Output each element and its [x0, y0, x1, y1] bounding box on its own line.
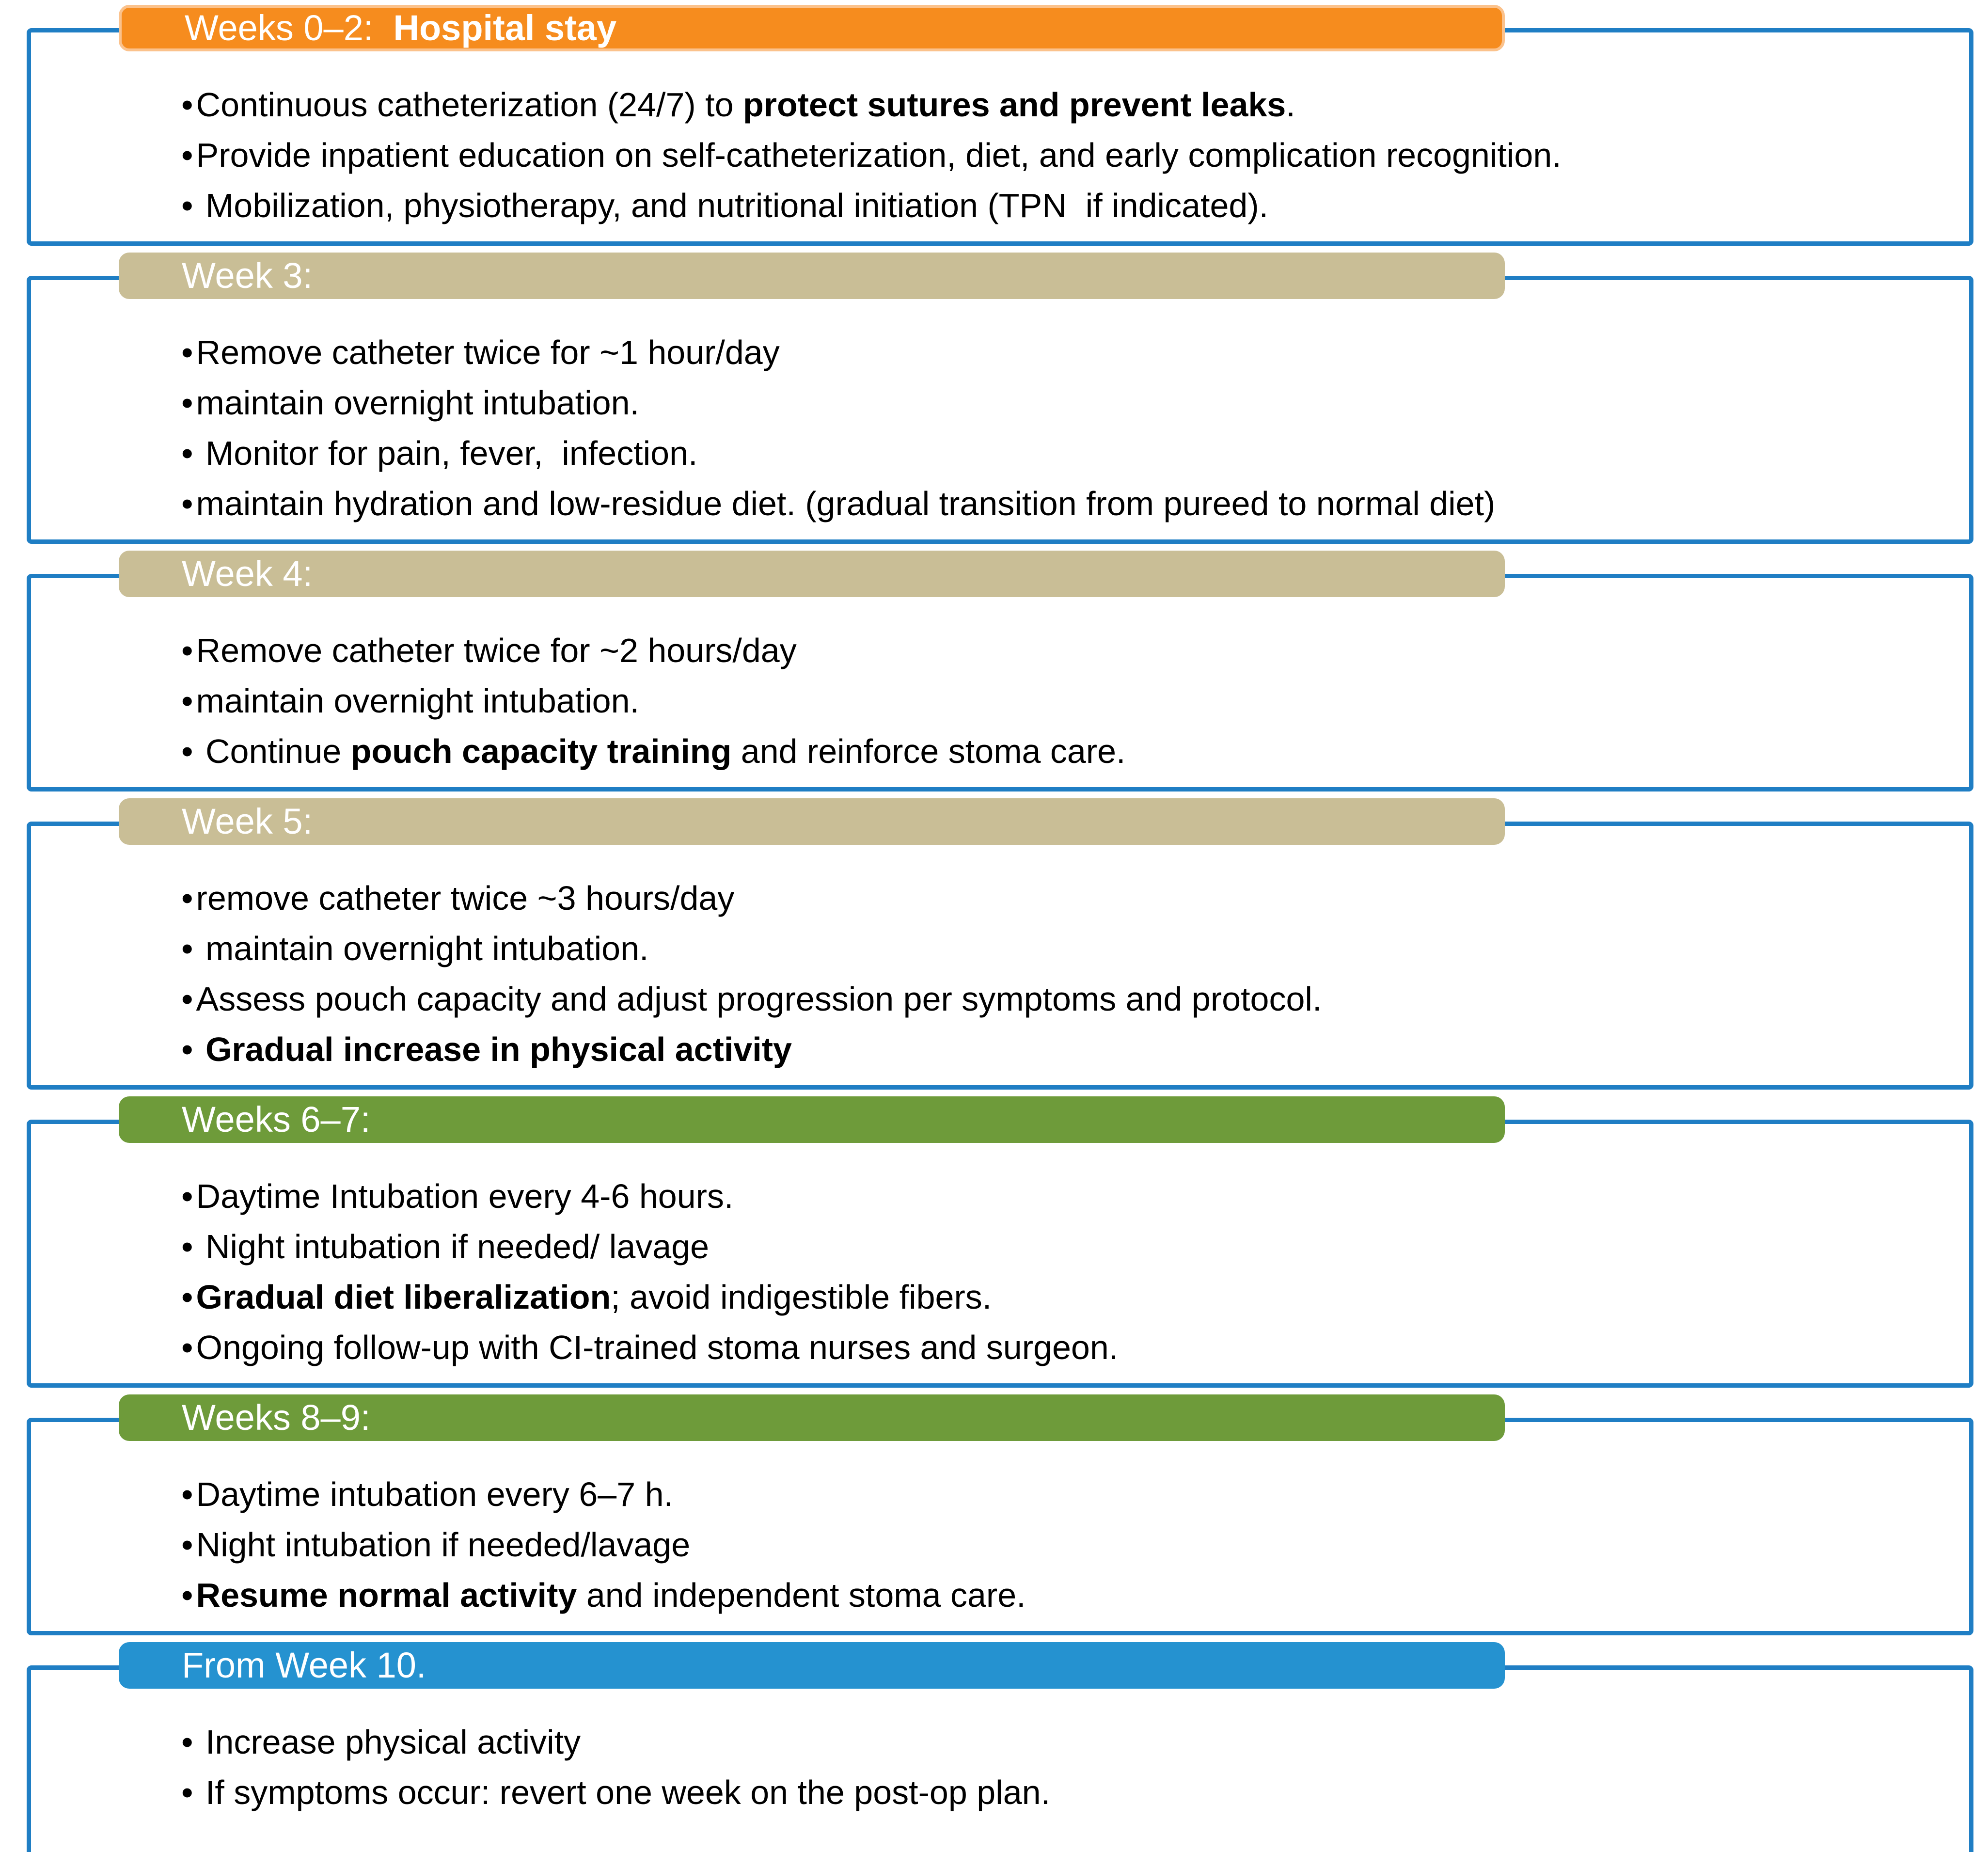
text-segment: Weeks 8–9: [182, 1397, 371, 1438]
text-segment: Weeks 0–2: [185, 8, 394, 48]
phase-title [185, 5, 616, 51]
phase-bullets [31, 1171, 1950, 1373]
phase-title [182, 1394, 370, 1441]
bullet-item [181, 923, 1950, 974]
text-segment: Continue [196, 732, 351, 770]
phase-box [27, 1120, 1973, 1388]
bullet-item [181, 1520, 1950, 1570]
phase-box [27, 28, 1973, 246]
text-segment: ; avoid indigestible fibers. [611, 1278, 992, 1316]
phase-box [27, 276, 1973, 544]
text-segment: remove catheter twice ~3 hours/day [196, 879, 735, 917]
bullet-item [181, 1171, 1950, 1221]
text-segment: Remove catheter twice for ~2 hours/day [196, 632, 797, 669]
text-segment: Night intubation if needed/lavage [196, 1526, 691, 1564]
phase-weeks-6-7 [27, 1096, 1973, 1388]
phase-weeks-0-2 [27, 5, 1973, 246]
text-segment: . [1286, 86, 1295, 124]
text-segment: Ongoing follow-up with CI-trained stoma nurses and surgeon. [196, 1329, 1119, 1366]
bullet-item [181, 478, 1950, 529]
text-segment: Provide inpatient education on self-catheterization, diet, and early complication recognition. [196, 136, 1562, 174]
text-segment: and independent stoma care. [577, 1576, 1026, 1614]
bullet-item [181, 130, 1950, 180]
phase-bullets [31, 873, 1950, 1075]
text-segment: Week 5: [182, 801, 313, 841]
text-segment: maintain overnight intubation. [196, 930, 649, 967]
phase-bullets [31, 625, 1950, 776]
text-segment: Week 4: [182, 554, 313, 594]
text-segment: Weeks 6–7: [182, 1099, 371, 1140]
text-segment: Increase physical activity [196, 1723, 581, 1761]
text-segment: If symptoms occur: revert one week on the post-op plan. [196, 1773, 1051, 1811]
bullet-item [181, 79, 1950, 130]
phase-title [182, 253, 313, 299]
bullet-item [181, 676, 1950, 726]
bullet-item [181, 873, 1950, 923]
text-segment: Gradual diet liberalization [196, 1278, 611, 1316]
bullet-item [181, 974, 1950, 1024]
phase-weeks-8-9 [27, 1394, 1973, 1635]
phase-header [119, 1642, 1505, 1689]
text-segment: Assess pouch capacity and adjust progression per symptoms and protocol. [196, 980, 1322, 1018]
text-segment: Continuous catheterization (24/7) to [196, 86, 743, 124]
text-segment: Remove catheter twice for ~1 hour/day [196, 333, 780, 371]
phase-header [119, 798, 1505, 845]
text-segment: Monitor for pain, fever, infection. [196, 434, 698, 472]
bullet-item [181, 1469, 1950, 1520]
phase-box [27, 574, 1973, 791]
text-segment: maintain hydration and low-residue diet. (gradual transition from pureed to normal diet) [196, 485, 1496, 522]
text-segment: Night intubation if needed/ lavage [196, 1228, 710, 1266]
text-segment: maintain overnight intubation. [196, 384, 639, 422]
text-segment: Hospital stay [393, 8, 617, 48]
phase-week-3 [27, 253, 1973, 544]
text-segment: Daytime Intubation every 4-6 hours. [196, 1177, 734, 1215]
bullet-item [181, 180, 1950, 231]
text-segment: Gradual increase in physical activity [205, 1030, 792, 1068]
text-segment: From Week 10. [182, 1645, 426, 1685]
text-segment: Daytime intubation every 6–7 h. [196, 1475, 673, 1513]
text-segment [196, 1030, 205, 1068]
bullet-item [181, 1024, 1950, 1075]
phase-bullets [31, 1469, 1950, 1620]
text-segment: protect sutures and prevent leaks [742, 86, 1286, 124]
text-segment: and reinforce stoma care. [731, 732, 1126, 770]
bullet-item [181, 1272, 1950, 1322]
phase-week-4 [27, 551, 1973, 791]
phase-header [119, 253, 1505, 299]
phase-box [27, 1665, 1973, 1852]
phase-bullets [31, 327, 1950, 529]
bullet-item [181, 428, 1950, 478]
bullet-item [181, 378, 1950, 428]
phase-title [182, 1096, 370, 1143]
bullet-item [181, 726, 1950, 776]
phase-bullets [31, 79, 1950, 231]
phase-title [182, 551, 313, 597]
phase-header [119, 5, 1505, 51]
bullet-item [181, 1221, 1950, 1272]
phase-header [119, 1394, 1505, 1441]
text-segment: Week 3: [182, 255, 313, 296]
text-segment: pouch capacity training [350, 732, 732, 770]
phase-box [27, 822, 1973, 1090]
text-segment: Resume normal activity [196, 1576, 577, 1614]
phase-box [27, 1418, 1973, 1635]
bullet-item [181, 1717, 1950, 1767]
phase-title [182, 798, 313, 845]
text-segment: maintain overnight intubation. [196, 682, 639, 720]
bullet-item [181, 1570, 1950, 1620]
bullet-item [181, 1322, 1950, 1373]
phase-week-5 [27, 798, 1973, 1090]
phase-bullets [31, 1717, 1950, 1818]
bullet-item [181, 327, 1950, 378]
bullet-item [181, 1767, 1950, 1818]
phase-from-week-10 [27, 1642, 1973, 1852]
phase-header [119, 1096, 1505, 1143]
text-segment: Mobilization, physiotherapy, and nutritional initiation (TPN if indicated). [196, 187, 1269, 224]
phase-header [119, 551, 1505, 597]
bullet-item [181, 625, 1950, 676]
phase-title [182, 1642, 426, 1689]
